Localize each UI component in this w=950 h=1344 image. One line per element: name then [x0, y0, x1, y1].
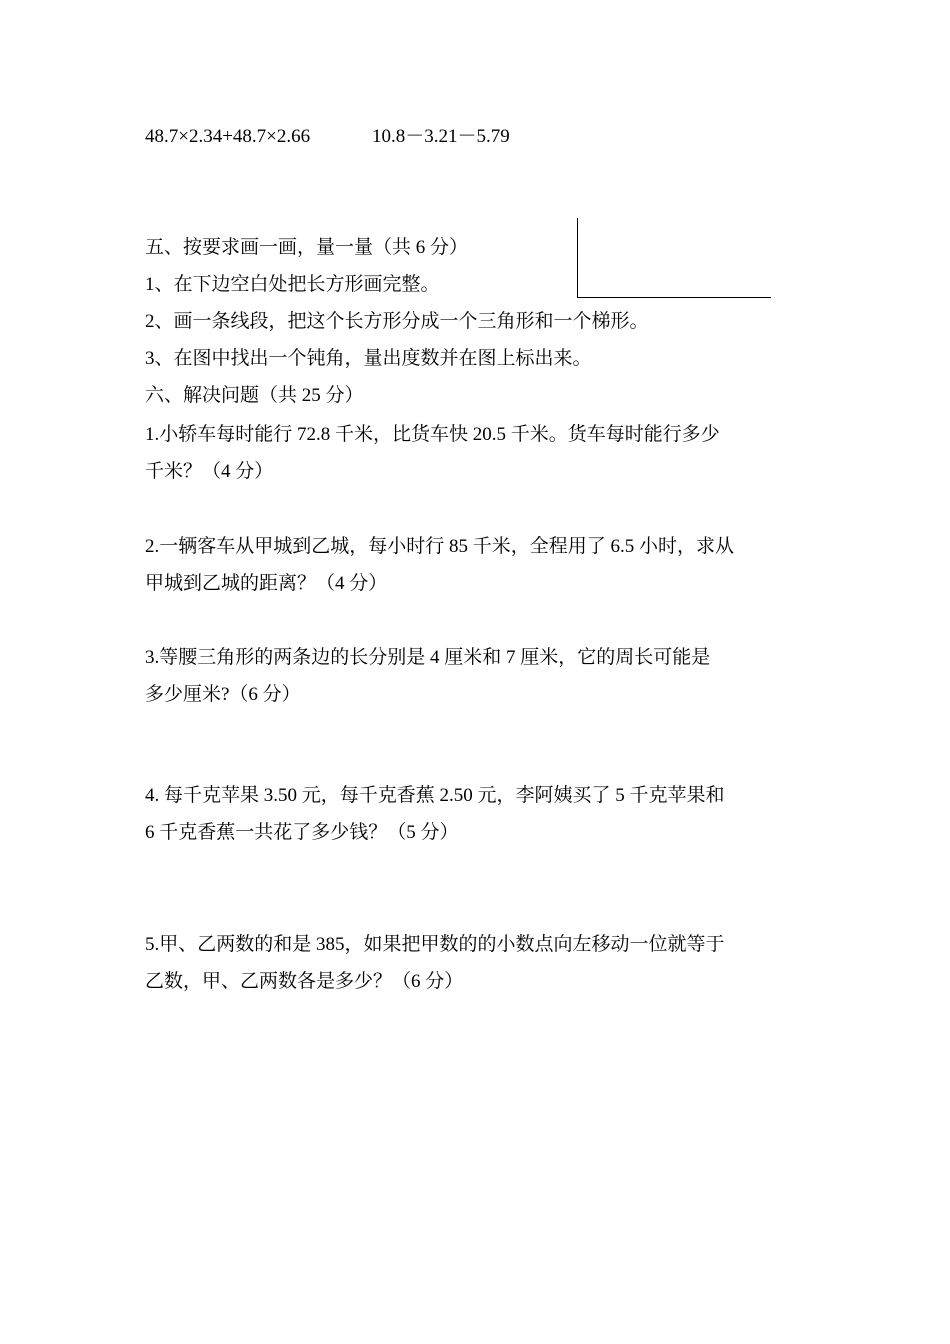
- section-5-heading: 五、按要求画一画，量一量（共 6 分）: [145, 237, 469, 258]
- incomplete-rectangle-figure: [577, 218, 771, 298]
- problem-1-line-2: 千米？（4 分）: [145, 461, 274, 482]
- rectangle-vertical-edge: [577, 218, 578, 298]
- section-5-item-3: 3、在图中找出一个钝角，量出度数并在图上标出来。: [145, 348, 592, 369]
- expression-1: 48.7×2.34+48.7×2.66: [145, 126, 311, 147]
- section-5-item-1: 1、在下边空白处把长方形画完整。: [145, 274, 440, 295]
- section-5-item-2: 2、画一条线段，把这个长方形分成一个三角形和一个梯形。: [145, 311, 649, 332]
- problem-2-line-2: 甲城到乙城的距离？（4 分）: [145, 573, 388, 594]
- problem-2-line-1: 2.一辆客车从甲城到乙城，每小时行 85 千米，全程用了 6.5 小时，求从: [145, 536, 735, 557]
- problem-5-line-2: 乙数，甲、乙两数各是多少？（6 分）: [145, 971, 464, 992]
- rectangle-horizontal-edge: [577, 297, 771, 298]
- problem-4-line-2: 6 千克香蕉一共花了多少钱？（5 分）: [145, 822, 459, 843]
- problem-3-line-1: 3.等腰三角形的两条边的长分别是 4 厘米和 7 厘米，它的周长可能是: [145, 647, 711, 668]
- section-6-heading: 六、解决问题（共 25 分）: [145, 385, 364, 406]
- expression-2: 10.8－3.21－5.79: [372, 126, 510, 147]
- problem-5-line-1: 5.甲、乙两数的和是 385，如果把甲数的的小数点向左移动一位就等于: [145, 934, 725, 955]
- problem-4-line-1: 4. 每千克苹果 3.50 元，每千克香蕉 2.50 元，李阿姨买了 5 千克苹果和: [145, 785, 725, 806]
- problem-3-line-2: 多少厘米?（6 分）: [145, 684, 301, 705]
- problem-1-line-1: 1.小轿车每时能行 72.8 千米，比货车快 20.5 千米。货车每时能行多少: [145, 424, 720, 445]
